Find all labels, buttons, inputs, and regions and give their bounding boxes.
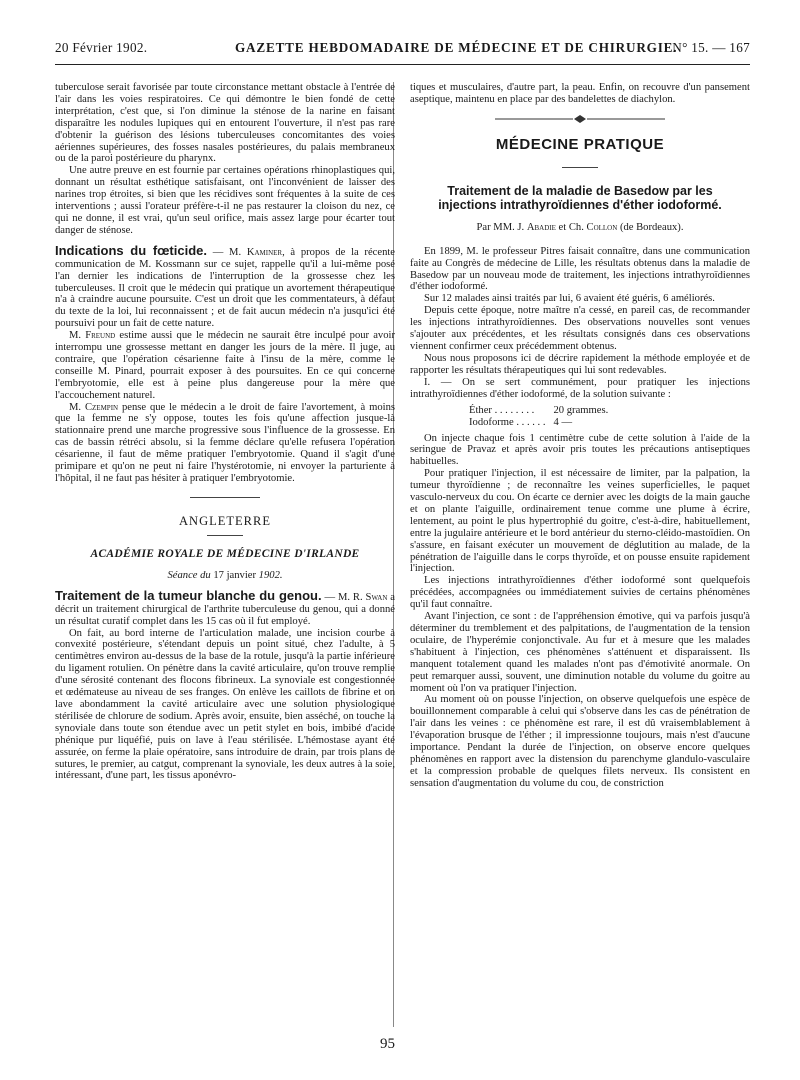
paragraph: En 1899, M. le professeur Pitres faisait connaître, dans une communication faite au Congrès de médecine de Lille, les résultats obtenus dans la maladie de Basedow par un nouveau mode de traitement, les injections intrathyroïdiennes d'éther iodoformé. [410,245,750,293]
byline: Par MM. J. Abadie et Ch. Collon (de Bordeaux). [476,221,684,233]
paragraph: tuberculose serait favorisée par toute circonstance mettant obstacle à l'entrée de l'air dans les voies respiratoires. Ce qui démontre le bien fondé de cette interprétation, c'est que, si l'on diminue la sténose de la narine en faisant disparaître les nodules lupiques qui en entourent l'ouverture, il n'est pas rare d'obtenir la guérison des lésions tuberculeuses concomitantes des voies aériennes supérieures, des fosses nasales postérieures, du palais membraneux ou de la paroi postérieure du pharynx. [55,82,395,165]
separator-rule [562,167,598,168]
separator-rule [190,497,260,498]
author-name: Kaminer [246,246,283,258]
article-title: Traitement de la maladie de Basedow par les injections intrathyroïdiennes d'éther iodoformé. [438,183,722,212]
formula-row: Iodoforme . . . . . . 4 — [469,416,573,428]
right-column [410,82,750,1037]
paragraph: M. Czempin pense que le médecin a le droit de faire l'avortement, à moins que la femme ne s'y oppose, toutes les fois qu'une affection jusque-là stationnaire prend une marche progressive sous l'influence de la grossesse. En cas de bassin rétréci absolu, si la femme déclare qu'elle refusera l'opération césarienne, il faut de même pratiquer l'embryotomie. Quand il s'agit d'une primipare et qu'on ne peut ni faire l'hystérotomie, ni envoyer la parturiente à l'hôpital, il ne faut pas hésiter à pratiquer l'embryotomie. [55,401,395,484]
paragraph: tiques et musculaires, d'autre part, la peau. Enfin, on recouvre d'un pansement aseptique, maintenu en place par des bandelettes de diachylon. [410,82,750,105]
paragraph: Les injections intrathyroïdiennes d'éther iodoformé sont quelquefois précédées, accompagnées ou immédiatement suivies de certains phénomènes qu'il faut connaître. [410,575,750,611]
paragraph: M. Freund estime aussi que le médecin ne saurait être inculpé pour avoir interrompu une grossesse mettant en danger les jours de la mère. Il juge, au contraire, que l'opération césarienne faite à l'insu de la mère, comme le conseille M. Pinard, pourrait exposer à des poursuites. En ce qui concerne l'embryotomie, elle est à peine plus dangereuse pour la mère que l'accouchement naturel. [55,330,395,401]
paragraph: Sur 12 malades ainsi traités par lui, 6 avaient été guéris, 6 améliorés. [424,293,715,305]
paragraph: On fait, au bord interne de l'articulation malade, une incision courbe à convexité postérieure, s'étendant depuis un point situé, chez l'adulte, à 5 centimètres environ au-dessus de la base de la rotule, jusqu'à la partie inférieure du ligament rotulien. On pénètre dans la cavité articulaire, qu'on trouve remplie d'une sérosité contenant des flocons fibrineux. La synoviale est congestionnée et œdémateuse au niveau de ses franges. On enlève les caillots de fibrine et on lave abondamment la cavité articulaire avec une solution physiologique stérilisée de chlorure de sodium. Après avoir, ensuite, bien asséché, on touche la synoviale dans toute son étendue avec un petit stylet en bois, imbibé d'acide phénique pur liquéfié, puis on lave à l'eau stérilisée. L'hémostase ayant été assurée, on ferme la plaie opératoire, sans introduire de drain, par trois plans de sutures, le premier, au catgut, comprenant la synoviale, les deux autres à la soie, intéressant, d'une part, les tissus aponévro- [55,627,395,782]
author-name: Freund [85,330,116,342]
article-foeticide: Indications du fœticide. — M. Kaminer, à propos de la récente communication de M. Kossmann sur ce sujet, rappelle qu'il a lui-même posé l'an dernier les indications de l'interruption de la grossesse chez les tuberculeuses. Il croit que le médecin qui pratique un avortement thérapeutique n'a à craindre aucune poursuite. C'est un droit que les commentateurs, à défaut du texte de la loi, lui reconnaissent ; et de fait aucun médecin n'a jusqu'ici été poursuivi pour un fait de cette nature. [55,242,395,330]
paragraph: Avant l'injection, ce sont : de l'appréhension émotive, qui va parfois jusqu'à déterminer du tremblement et des palpitations, de l'augmentation de la tension oculaire, de l'hyperémie conjonctivale. Au fur et à mesure que les malades s'habituent à l'injection, ces phénomènes s'atténuent et disparaissent. Ils manquent totalement quand les malades n'ont pas d'émotivité anormale. On peut remarquer aussi, souvent, une diminution notable du volume du goitre au moment où l'on va pratiquer l'injection. [410,611,750,694]
header-page-number: N° 15. — 167 [672,40,750,55]
paragraph: On injecte chaque fois 1 centimètre cube de cette solution à l'aide de la seringue de Pravaz et après avoir pris toutes les précautions antiseptiques habituelles. [410,432,750,468]
left-column [55,82,395,1037]
academy-heading: ACADÉMIE ROYALE DE MÉDECINE D'IRLANDE [90,547,360,560]
author-name: Swan [365,591,388,603]
paragraph: Une autre preuve en est fournie par certaines opérations rhinoplastiques qui, donnant un résultat esthétique satisfaisant, ont l'inconvénient de laisser des narines trop étroites, si bien que les récidives sont fréquentes à la suite de ces interventions ; aussi l'orateur préfère-t-il ne pas restaurer la cloison du nez, ce qui ne donne, il est vrai, qu'un seul orifice, mais assez large pour écarter tout danger de sténose. [55,165,395,236]
article-genou: Traitement de la tumeur blanche du genou. — M. R. Swan a décrit un traitement chirurgical de l'arthrite tuberculeuse du genou, qui a donné un résultat curatif complet dans les 15 cas où il fut employé. [55,587,395,627]
running-header [55,38,750,65]
separator-rule [207,535,243,536]
paragraph: Pour pratiquer l'injection, il est nécessaire de limiter, par la palpation, la tumeur thyroïdienne ; de reconnaître les veines superficielles, le paquet vasculo-nerveux du cou. On écarte ce dernier avec les doigts de la main gauche et on plante l'aiguille, ordinairement tenue comme une plume à écrire, lentement, au point le plus hypertrophié du goitre, c'est-à-dire, habituellement, entre la jugulaire antérieure et le bord antérieur du sterno-cléido-mastoïdien. On s'assure, en faisant exécuter un mouvement de déglutition au malade, de la pénétration de l'aiguille dans le corps thyroïde, et on pousse ensuite rapidement l'injection. [410,468,750,575]
run-in-heading: Traitement de la tumeur blanche du genou. [55,587,322,603]
paragraph: Nous nous proposons ici de décrire rapidement la méthode employée et de rapporter les résultats thérapeutiques qui lui sont redevables. [410,352,750,376]
country-heading: ANGLETERRE [179,513,271,528]
section-heading: MÉDECINE PRATIQUE [495,135,665,153]
ornamental-separator [410,112,750,126]
paragraph: I. — On se sert communément, pour pratiquer les injections intrathyroïdiennes d'éther iodoformé, de la solution suivante : [410,376,750,400]
folio-number: 95 [380,1036,395,1052]
paragraph: Au moment où on pousse l'injection, on observe quelquefois une espèce de bouillonnement comparable à celui qui s'observe dans les cas de pénétration de l'air dans les veines : ce phénomène est rare, il est dû vraisemblablement à l'évaporation brusque de l'éther ; il impressionne toujours, mais n'est d'aucune importance. Pendant la durée de l'injection, on observe encore quelques phénomènes en rapport avec la distension du parenchyme glandulo-vasculaire et la compression probable de quelques filets nerveux. Ils consistent en sensation d'augmentation du volume du cou, de constriction [410,694,750,789]
header-date: 20 Février 1902. [55,40,148,55]
formula-row: Éther . . . . . . . . 20 grammes. [469,404,609,416]
paragraph: Depuis cette époque, notre maître n'a cessé, en pareil cas, de recommander les injections intrathyroïdiennes. Des observations nouvelles sont venues s'ajouter aux précédentes, et les résultats consignés dans ces observations viennent confirmer ceux précédemment obtenus. [410,305,750,352]
header-journal-title: GAZETTE HEBDOMADAIRE DE MÉDECINE ET DE CHIRURGIE. [235,40,678,55]
formula-table [465,405,612,429]
run-in-heading: Indications du fœticide. [55,242,208,258]
author-name: Czempin [84,401,119,413]
session-date: Séance du 17 janvier 1902. [167,569,283,581]
